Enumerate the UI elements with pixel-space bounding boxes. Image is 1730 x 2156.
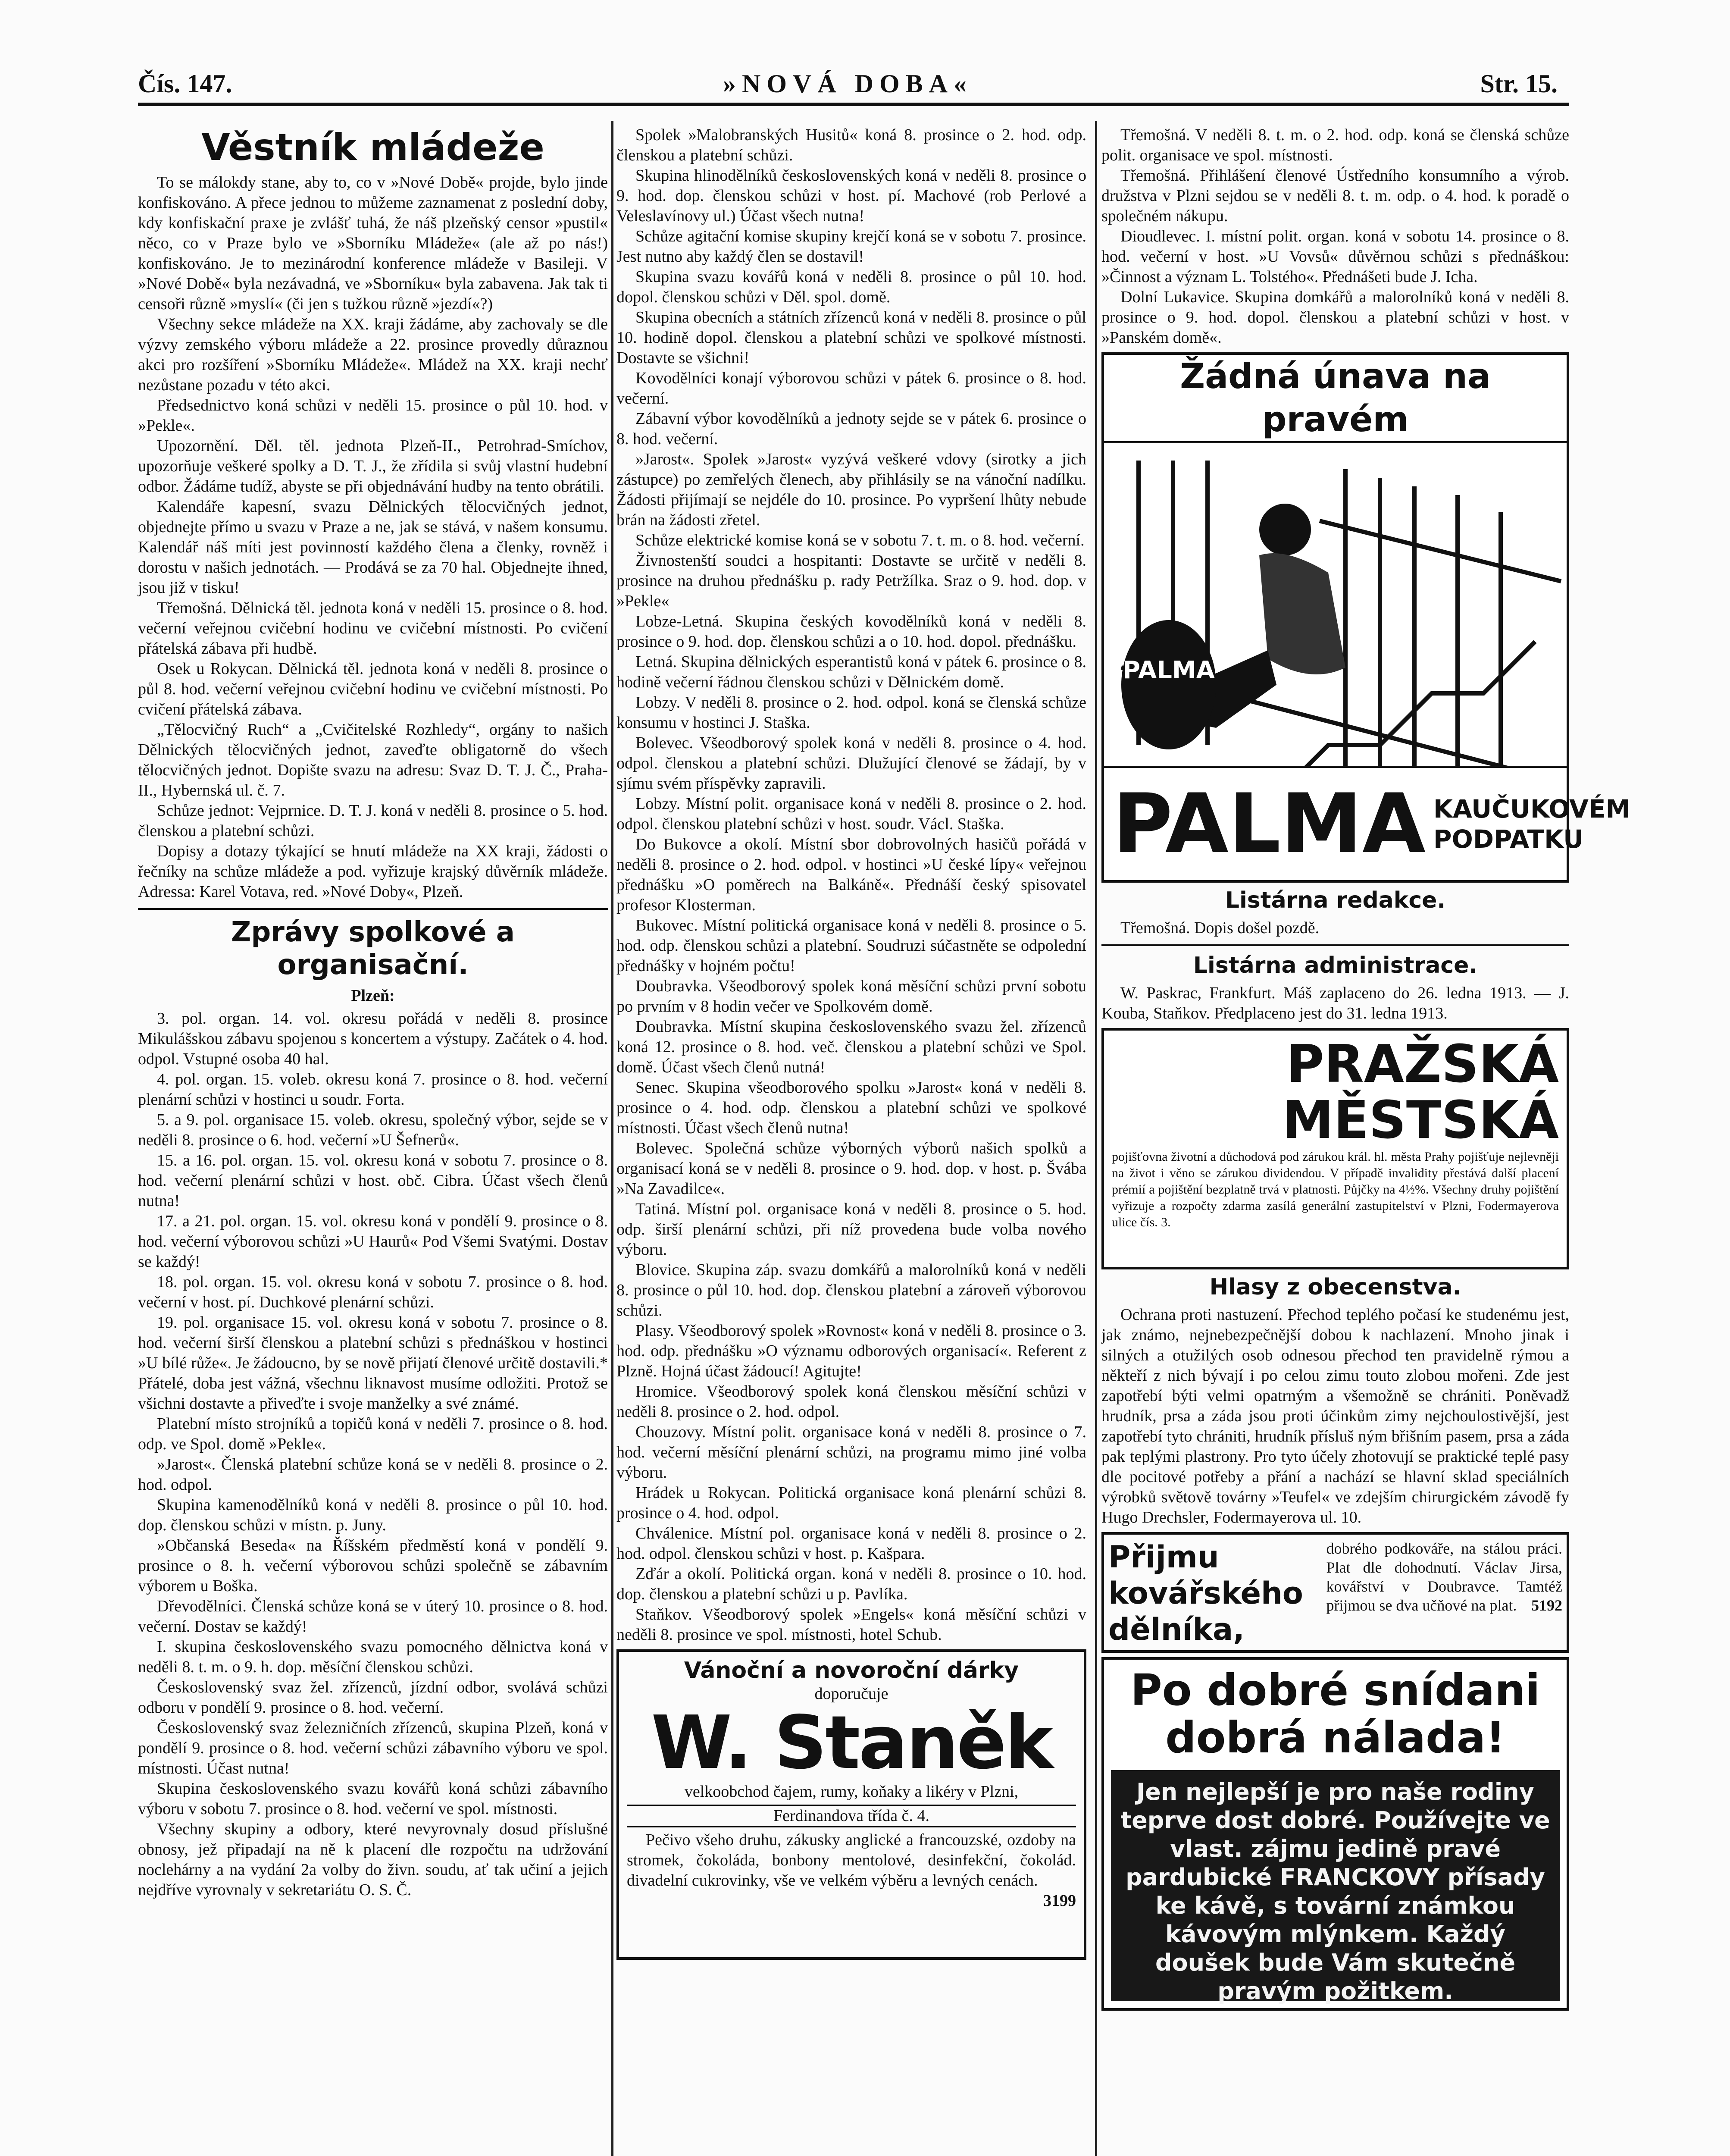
- notice-item: »Občanská Beseda« na Říšském předměstí koná v pondělí 9. prosince o 8. h. večerní výborovou schůzi společně se zábavním výborem u Boška.: [138, 1536, 608, 1595]
- notice-item: Třemošná. Přihlášení členové Ústředního konsumního a výrob. družstva v Plzni sejdou se v neděli 8. t. m. odp. o 4. hod. k poradě o společném nákupu.: [1101, 166, 1569, 225]
- notice-item: Senec. Skupina všeodborového spolku »Jarost« koná v neděli 8. prosince o 4. hod. odp. členskou a platební schůzi ve spolkové místnosti. Účast všech členů nutna!: [616, 1078, 1086, 1137]
- advert-headline: Vánoční a novoroční dárky: [684, 1658, 1019, 1683]
- column-divider: [1095, 121, 1097, 2156]
- column-3: [1101, 125, 1631, 2156]
- notice-item: Československý svaz železničních zřízenců, skupina Plzeň, koná v pondělí 9. prosince o 8. hod. večerní schůzi zábavního výboru ve spol. místnosti. Účast nutna!: [138, 1719, 608, 1777]
- notice-item: I. skupina československého svazu pomocného dělnictva koná v neděli 8. t. m. o 9. h. dop. měsíční členskou schůzi.: [138, 1638, 608, 1676]
- advert-number: 3199: [1043, 1892, 1076, 1910]
- franck-advert: [1101, 1657, 1569, 2011]
- notice-item: Skupina kamenodělníků koná v neděli 8. prosince o půl 10. hod. dop. členskou schůzi v místn. p. Juny.: [138, 1496, 608, 1534]
- notice-item: 19. pol. organisace 15. vol. okresu koná v sobotu 7. prosince o 8. hod. večerní širší členskou a platební schůzi s přednáškou v hostinci »U bílé růže«. Je žádoucno, by se nově přijatí členové určitě dostavili.* Přátelé, doba jest vážná, všechnu liknavost musíme odložiti. Protož se všichni dostavte a přiveďte i svoje manželky a své známé.: [138, 1313, 608, 1413]
- column-1: [138, 125, 608, 2156]
- article-paragraph: Schůze jednot: Vejprnice. D. T. J. koná v neděli 8. prosince o 5. hod. členskou a platební schůzi.: [138, 802, 608, 840]
- advert-brand: W. Staněk: [651, 1700, 1052, 1786]
- blacksmith-line: dělníka,: [1108, 1612, 1245, 1647]
- admin-letters-title: Listárna administrace.: [1193, 953, 1478, 978]
- article-paragraph: Všechny sekce mládeže na XX. kraji žádáme, aby zachovaly se dle výzvy zemského výboru mládeže a 22. prosince provedly důraznou akci pro rozšíření »Sborníku Mládeže«. Mládež na XX. kraji nechť nezůstane pozadu v této akci.: [138, 315, 608, 394]
- article-paragraph: To se málokdy stane, aby to, co v »Nové Době« projde, bylo jinde konfiskováno. A přece jednou to můžeme zaznamenat z poslední doby, kdy konfiskační praxe je zvlášť tuhá, že náš plzeňský censor »pustil« něco, co v Praze bylo ve »Sborníku Mládeže« (ale až po nás!) konfiskováno. Je to mezinárodní konference mládeže v Basileji. V »Nové Době« byla nezávadná, ve »Sborníku« byla zabavena. Jak tak ti censoři různě »myslí« (či jen s tužkou různě »jezdí«?): [138, 173, 608, 313]
- notice-item: Skupina svazu kovářů koná v neděli 8. prosince o půl 10. hod. dopol. členskou schůzi v Děl. spol. domě.: [616, 268, 1086, 306]
- palma-tagline: [1433, 794, 1630, 854]
- notice-item: Schůze agitační komise skupiny krejčí koná se v sobotu 7. prosince. Jest nutno aby každý člen se dostavil!: [616, 227, 1086, 266]
- notice-item: Kovodělníci konají výborovou schůzi v pátek 6. prosince o 8. hod. večerní.: [616, 369, 1086, 407]
- notice-item: Třemošná. V neděli 8. t. m. o 2. hod. odp. koná se členská schůze polit. organisace ve spol. místnosti.: [1101, 126, 1569, 164]
- notice-item: 4. pol. organ. 15. voleb. okresu koná 7. prosince o 8. hod. večerní plenární schůzi v hostinci u soudr. Forta.: [138, 1070, 608, 1109]
- advert-sub: doporučuje: [814, 1685, 888, 1703]
- section-rule: [1101, 944, 1569, 946]
- blacksmith-number: 5192: [1531, 1597, 1562, 1614]
- notice-item: Tatiná. Místní pol. organisace koná v neděli 8. prosince o 5. hod. odp. širší plenární schůzi, při níž provedena bude volba nového výboru.: [616, 1200, 1086, 1259]
- city-heading: Plzeň:: [351, 987, 395, 1005]
- notice-item: Lobze-Letná. Skupina českých kovodělníků koná v neděli 8. prosince o 9. hod. dop. členskou schůzi a o 10. hod. dopol. přednášku.: [616, 612, 1086, 651]
- prazska-advert: [1101, 1028, 1569, 1269]
- notice-item: Platební místo strojníků a topičů koná v neděli 7. prosince o 8. hod. odp. ve Spol. domě »Pekle«.: [138, 1415, 608, 1453]
- blacksmith-line: Přijmu: [1108, 1539, 1219, 1575]
- notice-item: Staňkov. Všeodborový spolek »Engels« koná měsíční schůzi v neděli 8. prosince ve spol. místnosti, hotel Schub.: [616, 1605, 1086, 1644]
- notice-list: [138, 1009, 608, 1900]
- notice-item: Dřevodělníci. Členská schůze koná se v úterý 10. prosince o 8. hod. večerní. Dostav se každý!: [138, 1597, 608, 1636]
- section-rule: [138, 908, 608, 910]
- notice-item: Doubravka. Všeodborový spolek koná měsíční schůzi první sobotu po prvním v 8 hodin večer ve Spolkovém domě.: [616, 977, 1086, 1015]
- notice-item: Schůze elektrické komise koná se v sobotu 7. t. m. o 8. hod. večerní.: [635, 531, 1085, 549]
- page-number: Str. 15.: [1480, 69, 1558, 98]
- prazska-title1: PRAŽSKÁ: [1286, 1034, 1559, 1094]
- notice-item: »Jarost«. Členská platební schůze koná se v neděli 8. prosince o 2. hod. odpol.: [138, 1455, 608, 1494]
- notice-item: Skupina obecních a státních zřízenců koná v neděli 8. prosince o půl 10. hodině dopol. členskou a platební schůzi ve spolkové místnosti. Dostavte se všichni!: [616, 308, 1086, 367]
- article-paragraph: Osek u Rokycan. Dělnická těl. jednota koná v neděli 8. prosince o půl 8. hod. večerní veřejnou cvičební hodinu ve cvičební místnosti. Po cvičení přátelská zábava.: [138, 660, 608, 718]
- notice-item: Československý svaz žel. zřízenců, jízdní odbor, svolává schůzi odboru v pondělí 9. prosince o 8. hod. večerní.: [138, 1678, 608, 1717]
- section-title-associations: Zprávy spolkové a organisační.: [231, 916, 515, 981]
- notice-item: Blovice. Skupina záp. svazu domkářů a malorolníků koná v neděli 8. prosince o půl 10. hod. dop. členskou platební a zároveň výborovou schůzi.: [616, 1261, 1086, 1319]
- prazska-title2: MĚSTSKÁ: [1282, 1091, 1559, 1150]
- notice-item: Hromice. Všeodborový spolek koná členskou měsíční schůzi v neděli 8. prosince o 2. hod. odpol.: [616, 1382, 1086, 1421]
- article-paragraph: „Tělocvičný Ruch“ a „Cvičitelské Rozhledy“, orgány to našich Dělnických tělocvičných jednot, zaveďte obligatorně do všech tělocvičných jednot. Dopište svazu na adresu: Svaz D. T. J. Č., Praha-II., Hybernská ul. č. 7.: [138, 721, 608, 799]
- article-paragraph: Kalendáře kapesní, svazu Dělnických tělocvičných jednot, objednejte přímo u svazu v Praze a ne, jak se stává, v našem konsumu. Kalendář náš míti jest povinností každého člena a členky, rovněž i dorostu v našich jednotách. — Prodává se za 70 hal. Objednejte ihned, jsou již v tisku!: [138, 498, 608, 597]
- paper-title: »NOVÁ DOBA«: [723, 69, 973, 98]
- advert-body: Pečivo všeho druhu, zákusky anglické a francouzské, ozdoby na stromek, čokoláda, bonbony mentolové, desinfekční, čokolád. divadelní cukrovinky, vše ve velkém výběru a levných cenách.: [627, 1831, 1076, 1890]
- notice-item: »Jarost«. Spolek »Jarost« vyzývá veškeré vdovy (sirotky a jich zástupce) po zemřelých členech, aby přihlásily se na vánoční nadílku. Žádosti přijímají se nejdéle do 10. prosince. Po vypršení lhůty nebude brán na žádosti zřetel.: [616, 450, 1086, 529]
- notice-item: Letná. Skupina dělnických esperantistů koná v pátek 6. prosince o 8. hodině večerní řádnou členskou schůzi v Dělnickém domě.: [616, 653, 1086, 691]
- notice-item: 3. pol. organ. 14. vol. okresu pořádá v neděli 8. prosince Mikulášskou zábavu spojenou s koncertem a výstupy. Začátek o 4. hod. odpol. Vstupné osoba 40 hal.: [138, 1009, 608, 1068]
- notice-item: Do Bukovce a okolí. Místní sbor dobrovolných hasičů pořádá v neděli 8. prosince o 2. hod. odpol. v hostinci »U české lípy« veřejnou přednášku »O poměrech na Balkáně«. Přednáší český spisovatel profesor Klosterman.: [616, 835, 1086, 914]
- notice-item: Hrádek u Rokycan. Politická organisace koná plenární schůzi 8. prosince o 4. hod. odpol.: [616, 1484, 1086, 1522]
- notice-item: Zďár a okolí. Politická organ. koná v neděli 8. prosince o 10. hod. dop. členskou a platební schůzi u p. Pavlíka.: [616, 1565, 1086, 1603]
- advert-line: velkoobchod čajem, rumy, koňaky a likéry v Plzni,: [684, 1783, 1019, 1801]
- section-title-youth: Věstník mládeže: [201, 126, 544, 169]
- notice-item: Plasy. Všeodborový spolek »Rovnost« koná v neděli 8. prosince o 3. hod. odp. přednášku »O významu odborových organisací«. Referent z Plzně. Hojná účast žádoucí! Agitujte!: [616, 1322, 1086, 1380]
- heel-brand: PALMA: [1123, 656, 1215, 684]
- article-paragraph: Třemošná. Dělnická těl. jednota koná v neděli 15. prosince o 8. hod. večerní veřejnou cvičební hodinu ve cvičební místnosti. Po cvičení přátelská zábava při hudbě.: [138, 599, 608, 658]
- blacksmith-right: [1326, 1539, 1562, 1646]
- editorial-letters-title: Listárna redakce.: [1225, 887, 1446, 913]
- notice-item: Doubravka. Místní skupina československého svazu žel. zřízenců koná 12. prosince o 8. hod. več. členskou a platební schůzi ve Spol. domě. Účast všech členů nutná!: [616, 1018, 1086, 1076]
- blacksmith-left: [1108, 1539, 1326, 1646]
- palma-tag1: KAUČUKOVÉM: [1433, 794, 1631, 824]
- advert-address: Ferdinandova třída č. 4.: [627, 1805, 1076, 1827]
- notice-item: Lobzy. Místní polit. organisace koná v neděli 8. prosince o 2. hod. odpol. členskou platební schůzi v host. soudr. Václ. Staška.: [616, 795, 1086, 833]
- notice-item: Živnostenští soudci a hospitanti: Dostavte se určitě v neděli 8. prosince na druhou přednášku p. rady Petržílka. Sraz o 9. hod. dop. v »Pekle«: [616, 552, 1086, 610]
- notice-item: Zábavní výbor kovodělníků a jednoty sejde se v pátek 6. prosince o 8. hod. večerní.: [616, 410, 1086, 448]
- article-paragraph: Upozornění. Děl. těl. jednota Plzeň-II., Petrohrad-Smíchov, upozorňuje veškeré spolky a D. T. J., že zřídila si svůj vlastní hudební odbor. Žádáme tudíž, abyste se při objednávání hudby na tento obrátili.: [138, 437, 608, 495]
- column-divider: [611, 121, 613, 2156]
- notice-item: Bolevec. Společná schůze výborných výborů našich spolků a organisací koná se v neděli 8. prosince o 9. hod. dop. v host. p. Švába »Na Zavadilce«.: [616, 1139, 1086, 1198]
- notice-item: Chválenice. Místní pol. organisace koná v neděli 8. prosince o 2. hod. odpol. členskou schůzi v host. p. Kašpara.: [616, 1524, 1086, 1563]
- issue-number: Čís. 147.: [138, 69, 232, 98]
- blacksmith-advert: [1101, 1532, 1569, 1653]
- franck-body: Jen nejlepší je pro naše rodiny teprve dost dobré. Používejte ve vlast. zájmu jedině pravé pardubické FRANCKOVY přísady ke kávě, s tovární známkou kávovým mlýnkem. Každý doušek bude Vám skutečně pravým požitkem.: [1111, 1770, 1560, 2001]
- blacksmith-line: kovářského: [1108, 1576, 1303, 1611]
- palma-advert: [1101, 352, 1631, 883]
- stanek-advert: [616, 1649, 1086, 1960]
- page-header: [138, 65, 1558, 103]
- notice-item: Chouzovy. Místní polit. organisace koná v neděli 8. prosince o 7. hod. večerní měsíční plenární schůzi, na programu mimo jiné volba výboru.: [616, 1423, 1086, 1482]
- notice-item: 18. pol. organ. 15. vol. okresu koná v sobotu 7. prosince o 8. hod. večerní v host. pí. Duchkové plenární schůzi.: [138, 1273, 608, 1311]
- notice-item: Spolek »Malobranských Husitů« koná 8. prosince o 2. hod. odp. členskou a platební schůzi.: [616, 126, 1086, 164]
- article-paragraph: Předsednictvo koná schůzi v neděli 15. prosince o půl 10. hod. v »Pekle«.: [138, 396, 608, 435]
- notice-item: 5. a 9. pol. organisace 15. voleb. okresu, společný výbor, sejde se v neděli 8. prosince o 6. hod. večerní »U Šefnerů«.: [138, 1111, 608, 1149]
- notice-item: Dolní Lukavice. Skupina domkářů a malorolníků koná v neděli 8. prosince o 9. hod. dopol. členskou a platební schůzi v host. v »Panském domě«.: [1101, 288, 1569, 347]
- notice-item: Lobzy. V neděli 8. prosince o 2. hod. odpol. koná se členská schůze konsumu v hostinci J. Staška.: [616, 693, 1086, 732]
- stair-illustration: [1104, 443, 1567, 797]
- admin-letters-text: W. Paskrac, Frankfurt. Máš zaplaceno do 26. ledna 1913. — J. Kouba, Staňkov. Předplaceno jest do 31. ledna 1913.: [1101, 984, 1569, 1022]
- notice-list: [1101, 125, 1569, 348]
- column-2: [616, 125, 1086, 2156]
- prazska-body: pojišťovna životní a důchodová pod zárukou král. hl. města Prahy pojišťuje nejlevněji na život i věno se zárukou dividendou. V případě invalidity přestává další placení prémií a pojištění bezplatně trvá v platnosti. Půjčky na 4½%. Všechny druhy pojištění vyřizuje a rozpočty zdarma zasílá generální zastupitelství v Plzni, Fodermayerova ulice čís. 3.: [1112, 1150, 1559, 1229]
- editorial-letters-text: Třemošná. Dopis došel pozdě.: [1120, 919, 1320, 937]
- notice-item: Dioudlevec. I. místní polit. organ. koná v sobotu 14. prosince o 8. hod. večerní v host. »U Vovsů« důvěrnou schůzi s přednáškou: »Činnost a význam L. Tolstého«. Přednášeti bude J. Icha.: [1101, 227, 1569, 286]
- franck-line2: dobrá nálada!: [1165, 1712, 1505, 1763]
- notice-item: 15. a 16. pol. organ. 15. vol. okresu koná v sobotu 7. prosince o 8. hod. večerní plenární schůzi v host. obč. Cibra. Účast všech členů nutna!: [138, 1151, 608, 1210]
- notice-item: 17. a 21. pol. organ. 15. vol. okresu koná v pondělí 9. prosince o 8. hod. večerní výborovou schůzi »U Haurů« Pod Všemi Svatými. Dostav se každý!: [138, 1212, 608, 1271]
- franck-line1: Po dobré snídani: [1130, 1665, 1540, 1715]
- palma-brand: PALMA: [1113, 776, 1426, 871]
- palma-tag2: PODPATKU: [1433, 824, 1584, 854]
- notice-item: Bukovec. Místní politická organisace koná v neděli 8. prosince o 5. hod. odp. členskou schůzi a platební. Soudruzi súčastněte se odpolední přednášky v hojném počtu!: [616, 916, 1086, 975]
- notice-item: Všechny skupiny a odbory, které nevyrovnaly dosud příslušné obnosy, jež připadají na ně k placení dle rozpočtu na udržování noclehárny a na vydání 2a volby do živn. soudu, ať tak učiní a jejich nejdříve vyrovnaly v sekretariátu O. S. Č.: [138, 1820, 608, 1899]
- palma-brand-row: [1104, 766, 1631, 880]
- article-paragraph: Dopisy a dotazy týkající se hnutí mládeže na XX kraji, žádosti o řečníky na schůze mládeže a pod. vyřizuje krajský důvěrník mládeže. Adressa: Karel Votava, red. »Nové Doby«, Plzeň.: [138, 842, 608, 901]
- notice-list: [616, 125, 1086, 1645]
- notice-item: Bolevec. Všeodborový spolek koná v neděli 8. prosince o 4. hod. odpol. členskou a platební schůzi. Dlužující členové se žádají, by v sjímu svém příspěvky zapravili.: [616, 734, 1086, 793]
- notice-item: Skupina hlinodělníků československých koná v neděli 8. prosince o 9. hod. dop. členskou schůzi v host. pí. Machové (rob Perlové a Veleslavínovy ul.) Účast všech nutna!: [616, 166, 1086, 225]
- public-voices-text: Ochrana proti nastuzení. Přechod teplého počasí ke studenému jest, jak známo, nejnebezpečnější dobou k nachlazení. Mnoho jinak i silných a otužilých osob odnesou přechod ten pravidelně rýmou a někteří z nich bývají i po celou zimu touto zlobou mořeni. Zde jest zapotřebí býti velmi opatrným a všemožně se chrániti. Poněvadž hrudník, prsa a záda jsou proti účinkům zimy nejchoulostivější, jest zapotřebí tyto chrániti, hrudník přísluš ným břišním pasem, prsa a záda pak teplými plastrony. Pro tyto účely zhotovují se praktické teplé pasy dle pocitové potřeby a přání a nachází se hlavní sklad speciálních výrobků světově továrny »Teufel« ve zdejším chirurgickém závodě fy Hugo Drechsler, Fodermayerova ul. 10.: [1101, 1306, 1569, 1526]
- palma-headline: Žádná únava na pravém: [1104, 355, 1567, 443]
- blacksmith-text: dobrého podkováře, na stálou práci. Plat dle dohodnutí. Václav Jirsa, kovářství v Doubravce. Tamtéž přijmou se dva učňové na plat.: [1326, 1540, 1562, 1614]
- notice-item: Skupina československého svazu kovářů koná schůzi zábavního výboru v sobotu 7. prosince o 8. hod. večerní ve spol. místnosti.: [138, 1780, 608, 1818]
- public-voices-title: Hlasy z obecenstva.: [1209, 1274, 1461, 1300]
- header-rule: [138, 103, 1569, 106]
